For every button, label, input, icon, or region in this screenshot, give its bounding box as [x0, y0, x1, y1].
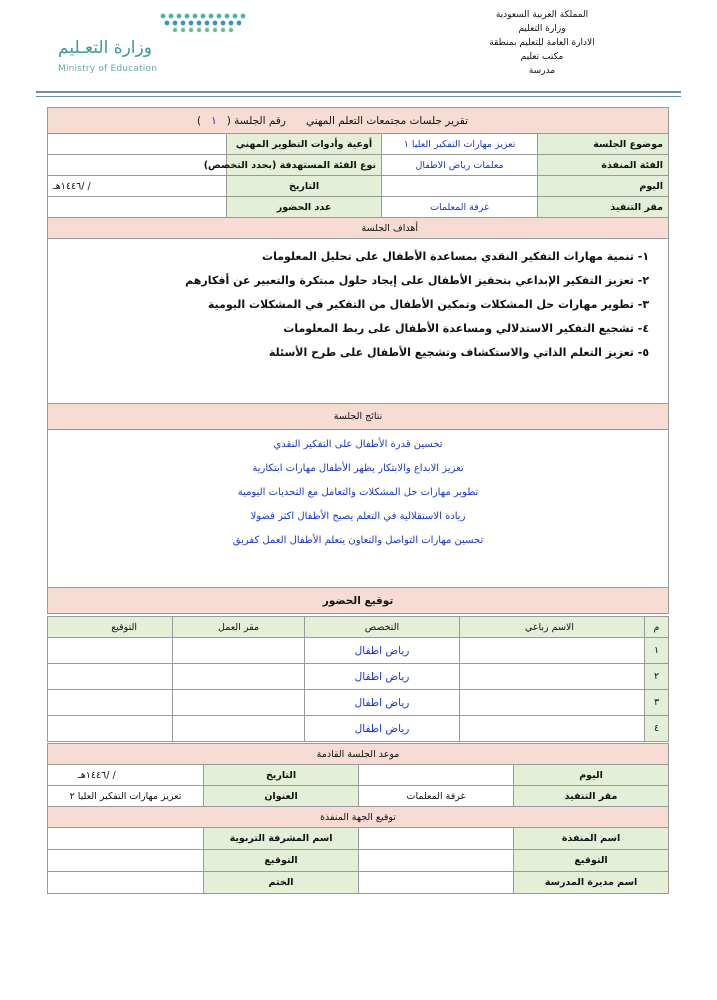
goal-item: ٥- تعزيز التعلم الذاتي والاستكشاف وتشجيع الأطفال على طرح الأسئلة — [268, 346, 650, 359]
signatures-heading: توقيع الجهة المنفذة — [48, 807, 669, 828]
table-row — [48, 638, 669, 664]
date-value[interactable]: / /١٤٤٦هـ — [48, 176, 227, 197]
header-line: وزارة التعليم — [518, 24, 566, 34]
table-row — [48, 716, 669, 742]
goal-item: ٤- تشجيع التفكير الاستدلالي ومساعدة الأطفال على ربط المعلومات — [283, 322, 650, 335]
day-label: اليوم — [538, 176, 669, 197]
session-number: ١ — [211, 114, 217, 127]
principal-label: اسم مديرة المدرسة — [514, 872, 669, 894]
row-number: ١ — [645, 638, 669, 664]
goals-list — [48, 239, 669, 404]
attendance-count-label: عدد الحضور — [227, 197, 382, 218]
next-date-value[interactable]: / /١٤٤٦هـ — [48, 765, 204, 786]
next-date-label: التاريخ — [204, 765, 359, 786]
row-number: ٢ — [645, 664, 669, 690]
goals-heading: أهداف الجلسة — [48, 218, 669, 239]
row-work[interactable] — [173, 664, 305, 690]
goal-item: ٢- تعزيز التفكير الإبداعي بتحفيز الأطفال على إيجاد حلول مبتكرة والتعبير عن أفكارهم — [185, 274, 650, 287]
row-name[interactable] — [460, 690, 645, 716]
session-number-label: رقم الجلسة ( — [226, 114, 286, 127]
row-sign[interactable] — [48, 638, 173, 664]
tools-value[interactable] — [48, 134, 227, 155]
session-number-close: ) — [196, 114, 202, 127]
col-work-header: مقر العمل — [173, 617, 305, 638]
goal-item: ١- تنمية مهارات التفكير النقدي بمساعدة الأطفال على تحليل المعلومات — [262, 250, 650, 263]
attendance-heading: توقيع الحضور — [48, 588, 669, 614]
exec-sign-label: التوقيع — [514, 850, 669, 872]
results-heading: نتائج الجلسة — [48, 404, 669, 430]
next-title-value[interactable]: تعزيز مهارات التفكير العليا ٢ — [48, 786, 204, 807]
table-row — [48, 664, 669, 690]
exec-name-label: اسم المنفذة — [514, 828, 669, 850]
col-sign-header: التوقيع — [48, 617, 173, 638]
stamp-value[interactable] — [48, 872, 204, 894]
row-number: ٤ — [645, 716, 669, 742]
row-spec[interactable]: رياض اطفال — [305, 690, 460, 716]
header-line: الادارة العامة للتعليم بمنطقة — [489, 38, 595, 48]
attendance-count-value[interactable] — [48, 197, 227, 218]
header-line: مكتب تعليم — [520, 52, 564, 62]
row-work[interactable] — [173, 716, 305, 742]
exec-group-value[interactable]: معلمات رياض الاطفال — [382, 155, 538, 176]
next-venue-label: مقر التنفيذ — [514, 786, 669, 807]
report-title-row — [48, 108, 669, 134]
report-title: تقرير جلسات مجتمعات التعلم المهني — [305, 114, 469, 127]
topic-value[interactable]: تعزيز مهارات التفكير العليا ١ — [382, 134, 538, 155]
ministry-header — [467, 8, 617, 78]
result-item: زيادة الاستقلالية في التعلم يصبح الأطفال اكثر فضولا — [250, 511, 466, 522]
row-name[interactable] — [460, 716, 645, 742]
row-work[interactable] — [173, 638, 305, 664]
row-sign[interactable] — [48, 690, 173, 716]
row-name[interactable] — [460, 664, 645, 690]
supervisor-label: اسم المشرفة التربوية — [204, 828, 359, 850]
next-session-heading: موعد الجلسة القادمة — [48, 744, 669, 765]
row-spec[interactable]: رياض اطفال — [305, 716, 460, 742]
exec-sign-value[interactable] — [359, 850, 514, 872]
date-label: التاريخ — [227, 176, 382, 197]
goal-item: ٣- تطوير مهارات حل المشكلات وتمكين الأطفال من التفكير في المشكلات اليومية — [207, 298, 650, 311]
topic-label: موضوع الجلسة — [538, 134, 669, 155]
row-number: ٣ — [645, 690, 669, 716]
row-work[interactable] — [173, 690, 305, 716]
row-sign[interactable] — [48, 664, 173, 690]
row-sign[interactable] — [48, 716, 173, 742]
row-spec[interactable]: رياض اطفال — [305, 638, 460, 664]
stamp-label: الختم — [204, 872, 359, 894]
logo-dots-icon — [155, 8, 255, 38]
header-separator — [36, 91, 681, 97]
venue-value[interactable]: غرفة المعلمات — [382, 197, 538, 218]
next-venue-value[interactable]: غرفة المعلمات — [359, 786, 514, 807]
target-group-value[interactable] — [48, 155, 227, 176]
logo-arabic-text: وزارة التعـليم — [58, 38, 152, 58]
tools-label: أوعية وأدوات التطوير المهني — [227, 134, 382, 155]
target-group-label: نوع الفئة المستهدفة (بحدد التخصص) — [227, 155, 382, 176]
result-item: تعزيز الابداع والابتكار يظهر الأطفال مهارات ابتكارية — [252, 463, 464, 474]
exec-name-value[interactable] — [359, 828, 514, 850]
table-row — [48, 690, 669, 716]
result-item: تحسين قدرة الأطفال على التفكير النقدي — [273, 439, 443, 450]
supervisor-sign-label: التوقيع — [204, 850, 359, 872]
next-title-label: العنوان — [204, 786, 359, 807]
header-line: مدرسة — [528, 66, 556, 76]
header-line: المملكة العربية السعودية — [495, 10, 589, 20]
venue-label: مقر التنفيذ — [538, 197, 669, 218]
supervisor-value[interactable] — [48, 828, 204, 850]
result-item: تطوير مهارات حل المشكلات والتعامل مع التحديات اليومية — [237, 487, 479, 498]
next-day-value[interactable] — [359, 765, 514, 786]
next-day-label: اليوم — [514, 765, 669, 786]
col-name-header: الاسم رباعي — [460, 617, 645, 638]
row-spec[interactable]: رياض اطفال — [305, 664, 460, 690]
results-list — [48, 430, 669, 588]
supervisor-sign-value[interactable] — [48, 850, 204, 872]
logo-english-text: Ministry of Education — [58, 64, 158, 74]
principal-value[interactable] — [359, 872, 514, 894]
exec-group-label: الفئة المنفذة — [538, 155, 669, 176]
col-spec-header: التخصص — [305, 617, 460, 638]
next-session-table — [47, 743, 669, 894]
attendance-table — [47, 616, 669, 742]
result-item: تحسين مهارات التواصل والتعاون يتعلم الأطفال العمل كفريق — [232, 535, 484, 546]
day-value[interactable] — [382, 176, 538, 197]
row-name[interactable] — [460, 638, 645, 664]
report-table — [47, 107, 669, 614]
col-number-header: م — [645, 617, 669, 638]
